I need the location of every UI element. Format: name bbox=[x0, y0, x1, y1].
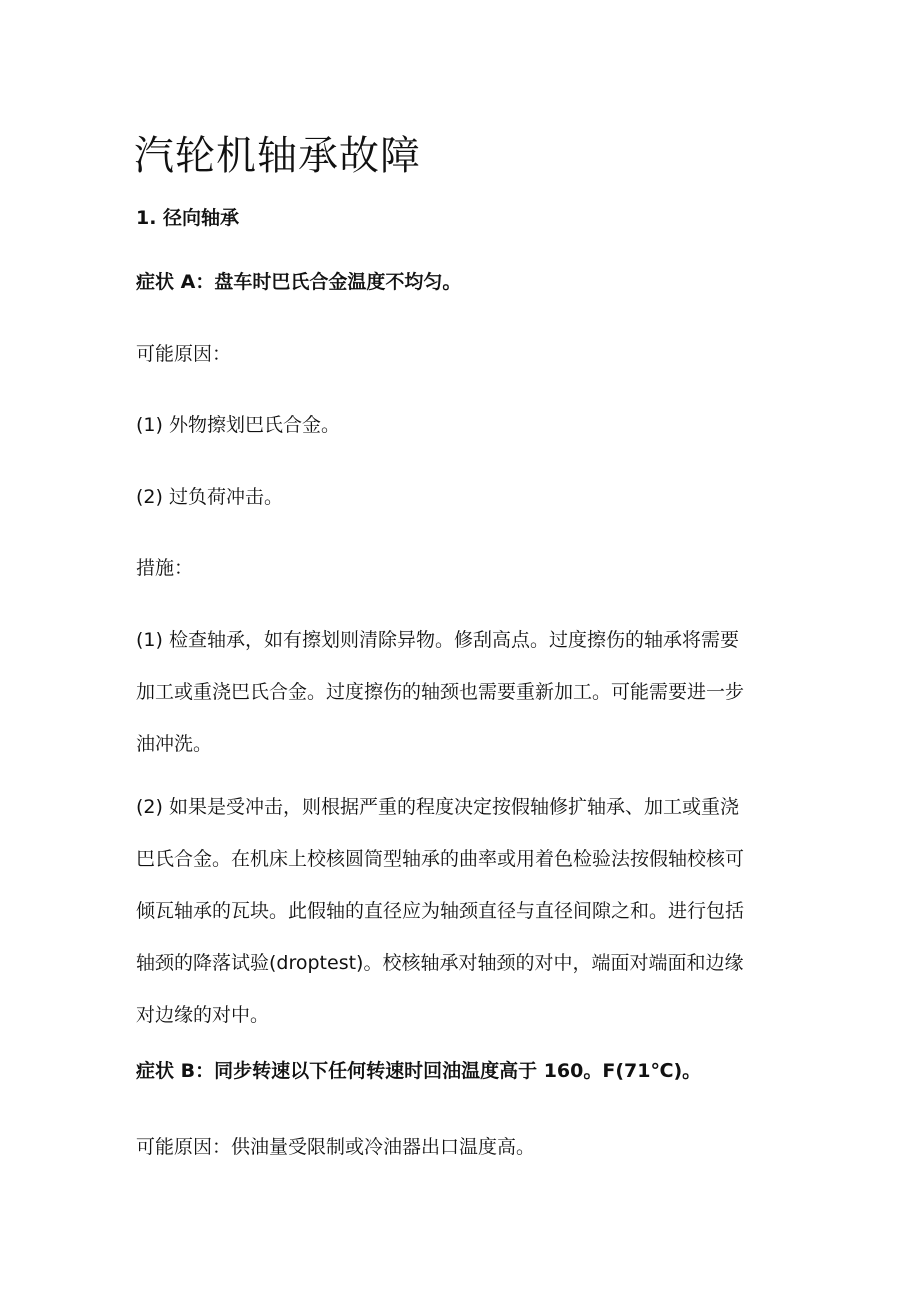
measure-1-line: 加工或重浇巴氏合金。过度擦伤的轴颈也需要重新加工。可能需要进一步 bbox=[136, 681, 745, 703]
cause-a-2: (2) 过负荷冲击。 bbox=[136, 486, 283, 508]
symptom-b: 症状 B：同步转速以下任何转速时回油温度高于 160。F(71℃)。 bbox=[136, 1060, 702, 1082]
measure-2-paragraph bbox=[136, 795, 796, 1055]
measure-2-line: 巴氏合金。在机床上校核圆筒型轴承的曲率或用着色检验法按假轴校核可 bbox=[136, 848, 745, 870]
measure-2-line: 轴颈的降落试验(droptest)。校核轴承对轴颈的对中，端面对端面和边缘 bbox=[136, 952, 744, 974]
possible-causes-label-a: 可能原因： bbox=[136, 343, 232, 365]
section-heading: 1. 径向轴承 bbox=[136, 207, 240, 229]
measure-2-line: 对边缘的对中。 bbox=[136, 1004, 270, 1026]
possible-causes-b: 可能原因：供油量受限制或冷油器出口温度高。 bbox=[136, 1136, 536, 1158]
document-title: 汽轮机轴承故障 bbox=[134, 133, 421, 179]
measure-2-line: (2) 如果是受冲击，则根据严重的程度决定按假轴修扩轴承、加工或重浇 bbox=[136, 796, 739, 818]
measures-label: 措施： bbox=[136, 557, 194, 579]
symptom-a: 症状 A：盘车时巴氏合金温度不均匀。 bbox=[136, 271, 462, 293]
measure-1-line: 油冲洗。 bbox=[136, 733, 213, 755]
cause-a-1: (1) 外物擦划巴氏合金。 bbox=[136, 414, 340, 436]
measure-1-line: (1) 检查轴承，如有擦划则清除异物。修刮高点。过度擦伤的轴承将需要 bbox=[136, 629, 739, 651]
measure-1-paragraph bbox=[136, 628, 796, 784]
measure-2-line: 倾瓦轴承的瓦块。此假轴的直径应为轴颈直径与直径间隙之和。进行包括 bbox=[136, 900, 745, 922]
